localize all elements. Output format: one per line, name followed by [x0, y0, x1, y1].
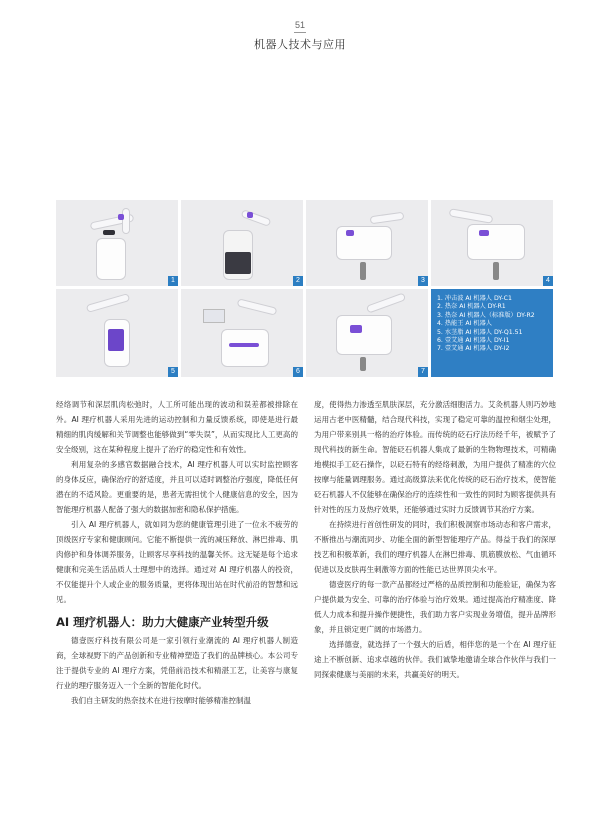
product-label-3: 3	[418, 276, 428, 286]
product-photo-2	[181, 200, 303, 286]
paragraph: 度，使得热力渗透至肌肤深层，充分激活细胞活力。艾灸机器人则巧妙地运用古老中医精髓，结合现代科技，实现了稳定可靠的温控和烟尘处理，为用户带来别具一格的治疗体验。而传统的砭石疗法历经千年，被赋予了现代科技的新生命。智能砭石机器人集成了最新的生物物理技术，可精确地模拟手工砭石操作，以砭石特有的经络刺激，为用户提供了精准的穴位按摩与能量调理服务。通过高级算法来优化传统的砭石治疗技术，使智能砭石机器人不仅能够在确保治疗的连续性和一致性的同时为顾客提供具有针对性的压力及热疗效果，还能够通过实时力反馈调节其治疗方案。	[314, 400, 556, 514]
product-label-1: 1	[168, 276, 178, 286]
product-photo-6	[181, 289, 303, 377]
paragraph: 在持续进行首创性研发的同时，我们积极洞察市场动态和客户需求，不断推出与潮流同步、功能全面的新型智能理疗产品。得益于我们的深厚技艺和积极革新，我们的理疗机器人在淋巴排毒、肌筋膜放松、气血循环促进以及皮肤再生刺激等方面的性能已达世界顶尖水平。	[314, 520, 556, 574]
page-number-divider	[294, 32, 306, 33]
article-column-left	[56, 397, 298, 708]
paragraph: 选择德壹，就选择了一个强大的后盾，相伴您的是一个在 AI 理疗征途上不断创新、追求卓越的伙伴。我们诚挚地邀请全球合作伙伴与我们一同探索健康与美丽的未来，共赢美好的明天。	[314, 640, 556, 679]
legend-item-3: 3. 热奈 AI 机器人（标准版）DY-R2	[437, 311, 535, 319]
product-photo-3	[306, 200, 428, 286]
figure-row-top	[56, 200, 556, 286]
legend-item-6: 6. 壹艾通 AI 机器人 DY-I1	[437, 337, 510, 345]
legend-item-1: 1. 冲击波 AI 机器人 DY-C1	[437, 295, 512, 302]
product-legend	[431, 289, 553, 377]
product-photo-1	[56, 200, 178, 286]
article-body	[56, 397, 556, 708]
paragraph: 我们自主研发的热奈技术在进行按摩时能够精准控制温	[71, 696, 251, 705]
product-photo-7	[306, 289, 428, 377]
legend-item-4: 4. 热能王 AI 机器人	[437, 320, 492, 328]
page-number: 51	[294, 20, 305, 30]
product-label-6: 6	[293, 367, 303, 377]
product-label-2: 2	[293, 276, 303, 286]
section-title: 机器人技术与应用	[254, 38, 346, 51]
paragraph: 经络调节和深层肌肉松弛时，人工所可能出现的波动和误差都被排除在外。AI 理疗机器人采用先进的运动控制和力量反馈系统，即使是进行最精细的肌肉缓解和关节调整也能够做到“零失误”，从而实现比人工更高的安全级别，这在某种程度上提升了治疗的稳定性和有效性。	[56, 400, 298, 454]
paragraph: 德壹医疗科技有限公司是一家引领行业潮流的 AI 理疗机器人制造商，全球视野下的产品创新和专业精神塑造了我们的品牌核心。本公司专注于提供专业的 AI 理疗方案，凭借前沿技术和精湛工艺，让美容与康复行业的理疗服务迈入一个全新的智能化时代。	[56, 636, 298, 690]
product-figure	[56, 200, 556, 380]
paragraph: 利用复杂的多感官数据融合技术，AI 理疗机器人可以实时监控顾客的身体反应，确保治疗的舒适度，并且可以适时调整治疗强度，降低任何潜在的不适风险。更重要的是，患者无需担忧个人健康信息的安全，因为智能理疗机器人配备了强大的数据加密和隐私保护措施。	[56, 460, 298, 514]
product-label-7: 7	[418, 367, 428, 377]
article-heading: AI 理疗机器人：助力大健康产业转型升级	[56, 615, 269, 629]
paragraph: 德壹医疗的每一款产品都经过严格的品质控制和功能验证，确保为客户提供最为安全、可靠的治疗体验与治疗效果。通过提高治疗精准度、降低人力成本和提升操作便捷性，我们助力客户实现业务增值，提升品牌形象，并且锁定更广阔的市场潜力。	[314, 580, 556, 634]
legend-item-7: 7. 壹艾通 AI 机器人 DY-I2	[437, 345, 510, 353]
product-photo-4	[431, 200, 553, 286]
product-label-4: 4	[543, 276, 553, 286]
paragraph: 引入 AI 理疗机器人，就如同为您的健康管理引进了一位永不疲劳的顶级医疗专家和健康顾问。它能不断提供一流的减压释放、淋巴排毒、肌肉修护和身体调养服务，让顾客尽享科技的温馨关怀。这无疑是每个追求健康和完美生活品质人士理想中的选择。通过对 AI 理疗机器人的投资，不仅能提升个人或企业的服务质量，更将体现出站在时代前沿的智慧和远见。	[56, 520, 298, 604]
legend-item-2: 2. 热奈 AI 机器人 DY-R1	[437, 303, 506, 311]
product-label-5: 5	[168, 367, 178, 377]
product-photo-5	[56, 289, 178, 377]
article-column-right	[314, 397, 556, 708]
page-header	[0, 20, 600, 52]
figure-row-bottom	[56, 289, 556, 377]
legend-item-5: 5. 水茎脂 AI 机器人 DY-Q1.51	[437, 328, 523, 336]
